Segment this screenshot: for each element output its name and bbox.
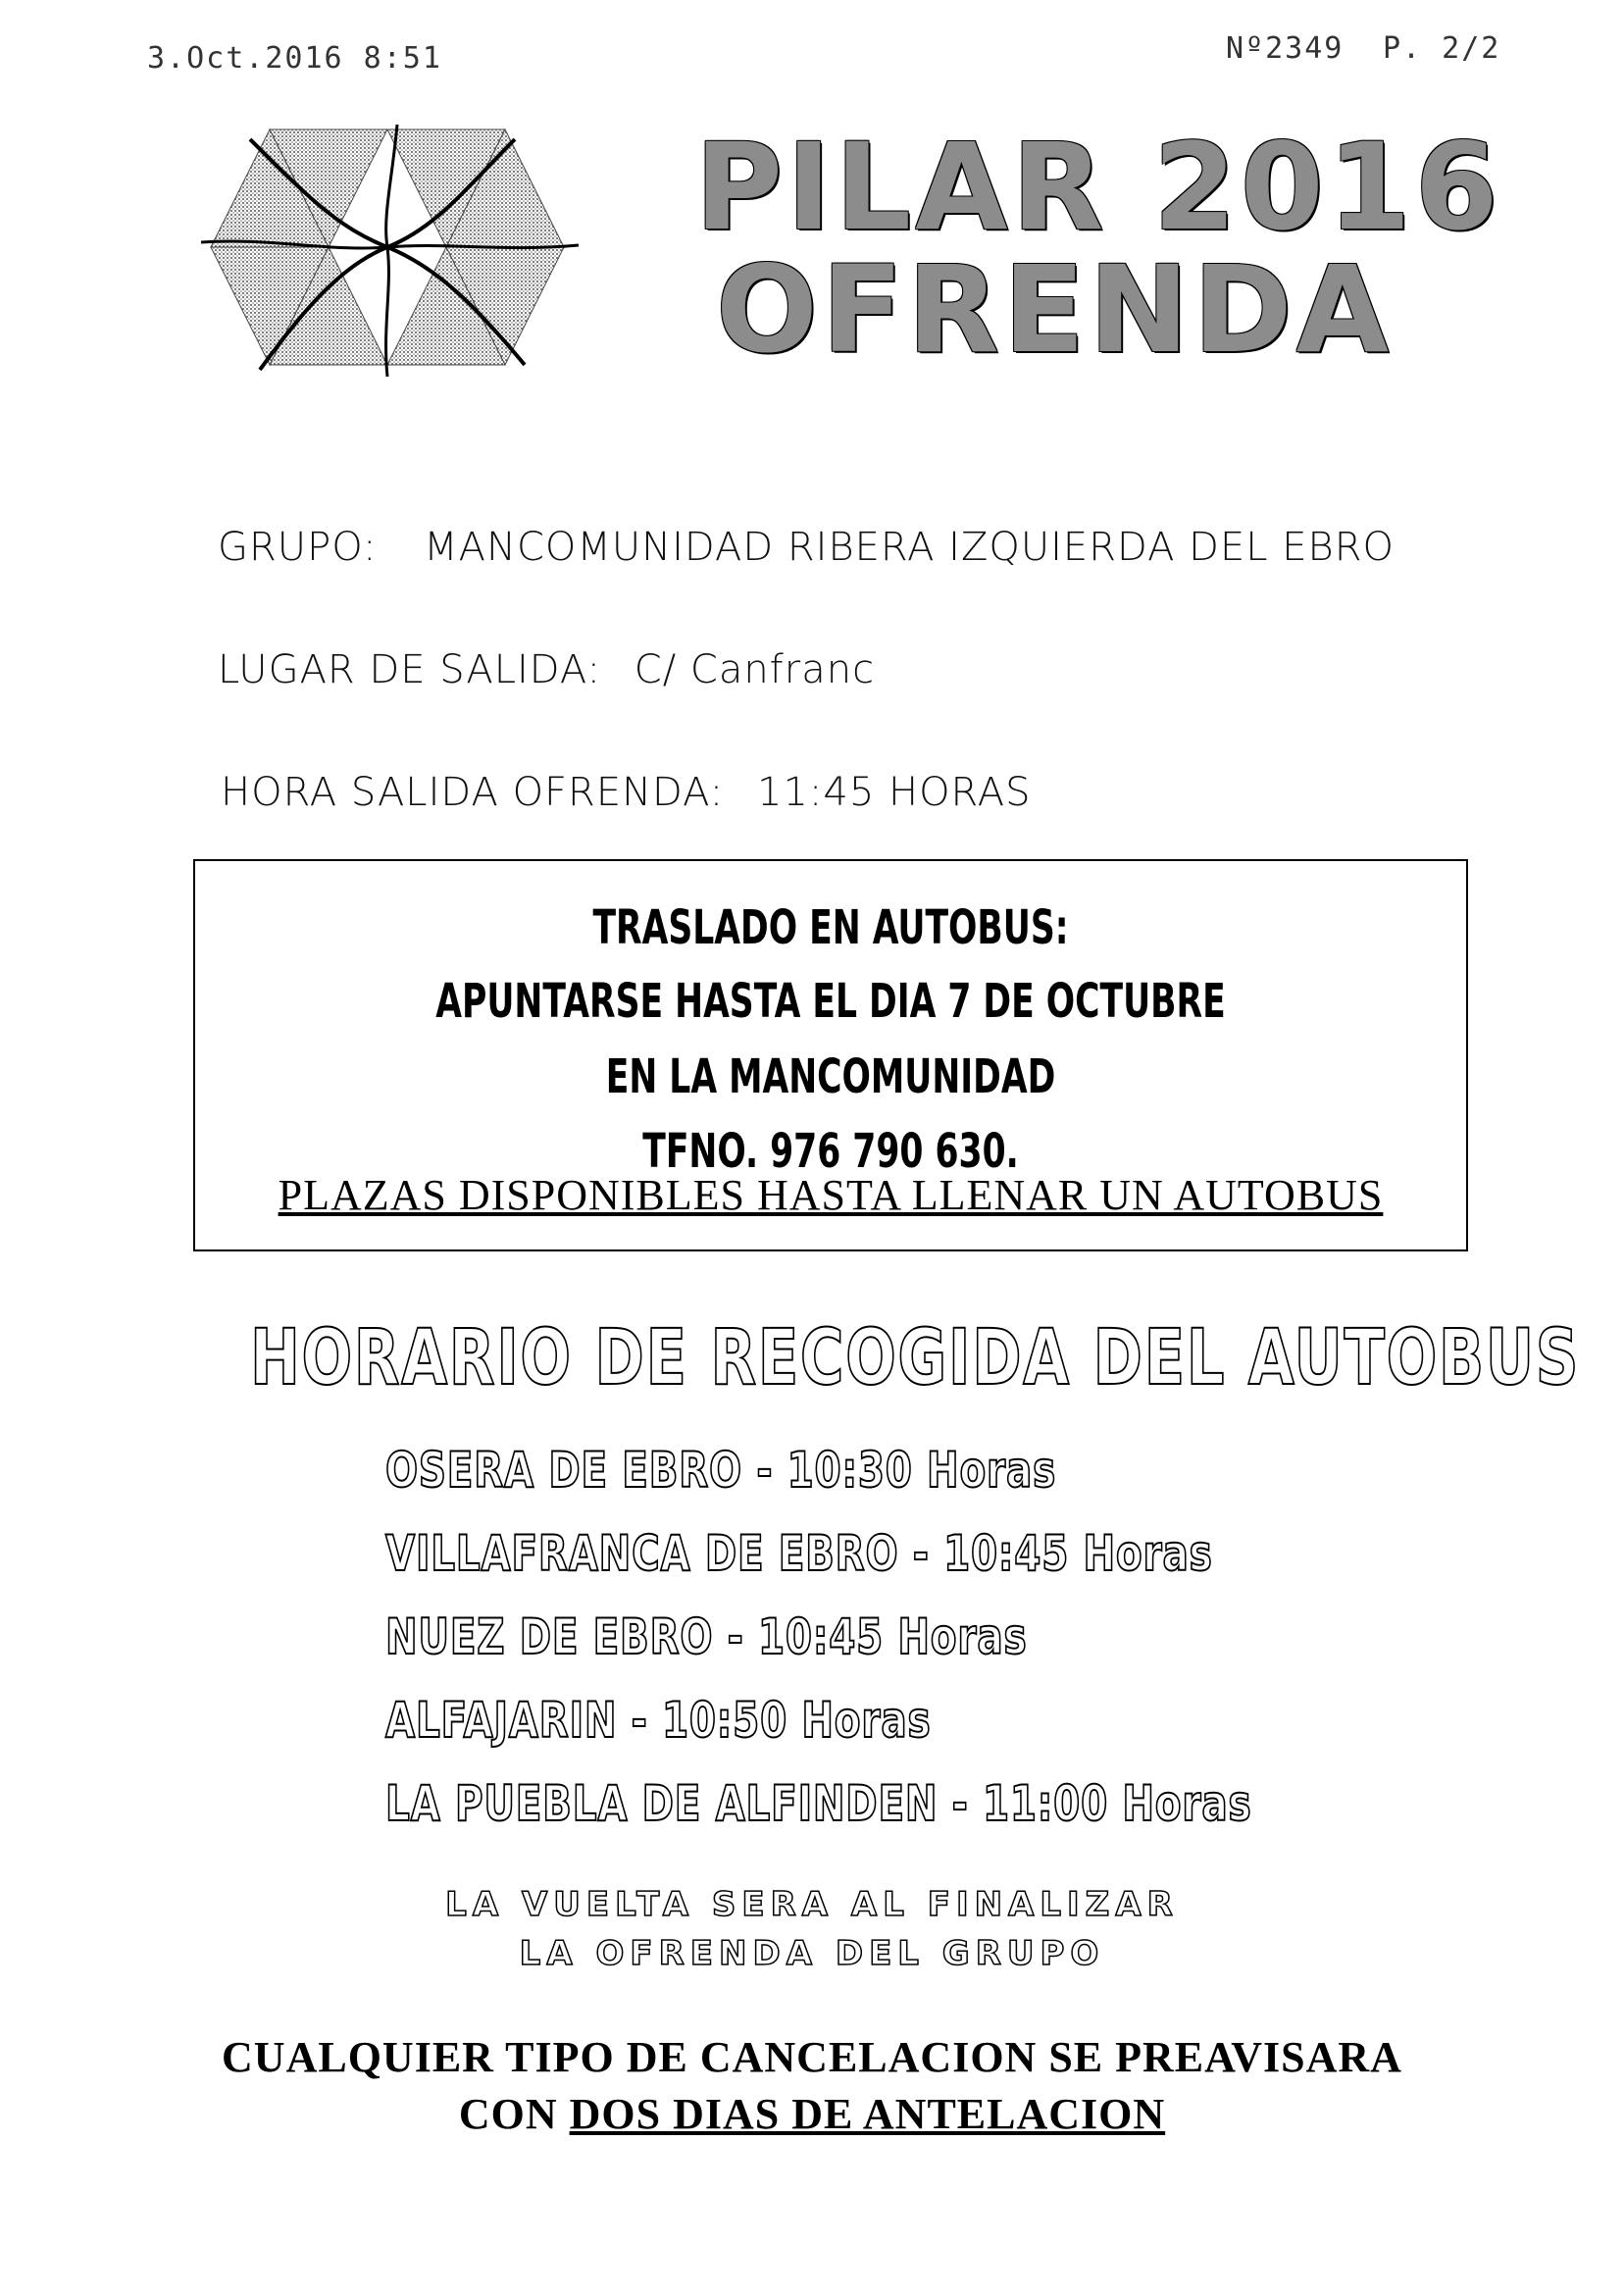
vuelta-line-1: LA VUELTA SERA AL FINALIZAR bbox=[445, 1885, 1179, 1924]
box-line-1: TRASLADO EN AUTOBUS: bbox=[592, 900, 1069, 955]
grupo-value: MANCOMUNIDAD RIBERA IZQUIERDA DEL EBRO bbox=[424, 525, 1395, 570]
cancel-underlined: DOS DIAS DE ANTELACION bbox=[569, 2090, 1166, 2138]
grupo-line bbox=[218, 525, 1395, 570]
cancel-line-1: CUALQUIER TIPO DE CANCELACION SE PREAVISARA bbox=[222, 2033, 1402, 2081]
hora-label: HORA SALIDA OFRENDA: bbox=[221, 770, 725, 815]
lugar-label: LUGAR DE SALIDA: bbox=[218, 647, 602, 692]
hora-line bbox=[221, 770, 1031, 815]
box-line-4: TFNO. 976 790 630. bbox=[642, 1124, 1019, 1179]
cancel-prefix: CON bbox=[458, 2090, 570, 2138]
stop-la-puebla: LA PUEBLA DE ALFINDEN - 11:00 Horas bbox=[385, 1775, 1252, 1832]
hora-value: 11:45 HORAS bbox=[757, 770, 1032, 815]
box-line-5: PLAZAS DISPONIBLES HASTA LLENAR UN AUTOBUS bbox=[278, 1171, 1384, 1219]
cancel-line-2 bbox=[0, 2089, 1624, 2139]
fax-number: Nº2349 bbox=[1226, 31, 1345, 66]
vuelta-line-2: LA OFRENDA DEL GRUPO bbox=[519, 1934, 1105, 1973]
title-line-1: PILAR 2016 bbox=[694, 118, 1502, 257]
fax-date-time: 3.Oct.2016 8:51 bbox=[147, 41, 442, 76]
stop-alfajarin: ALFAJARIN - 10:50 Horas bbox=[385, 1692, 932, 1749]
title-line-2: OFRENDA bbox=[715, 240, 1394, 380]
stop-osera: OSERA DE EBRO - 10:30 Horas bbox=[385, 1442, 1057, 1499]
mancomunidad-hexagon-logo-icon bbox=[191, 120, 584, 382]
bus-transfer-box bbox=[193, 859, 1468, 1251]
fax-page: P. 2/2 bbox=[1383, 31, 1501, 66]
box-line-2: APUNTARSE HASTA EL DIA 7 DE OCTUBRE bbox=[435, 974, 1226, 1029]
stop-nuez: NUEZ DE EBRO - 10:45 Horas bbox=[385, 1608, 1028, 1665]
box-line-3: EN LA MANCOMUNIDAD bbox=[605, 1049, 1056, 1104]
stop-villafranca: VILLAFRANCA DE EBRO - 10:45 Horas bbox=[385, 1525, 1213, 1582]
grupo-label: GRUPO: bbox=[218, 525, 378, 570]
horario-title: HORARIO DE RECOGIDA DEL AUTOBUS bbox=[250, 1314, 1581, 1402]
lugar-value: C/ Canfranc bbox=[634, 647, 876, 692]
lugar-line bbox=[218, 647, 875, 692]
